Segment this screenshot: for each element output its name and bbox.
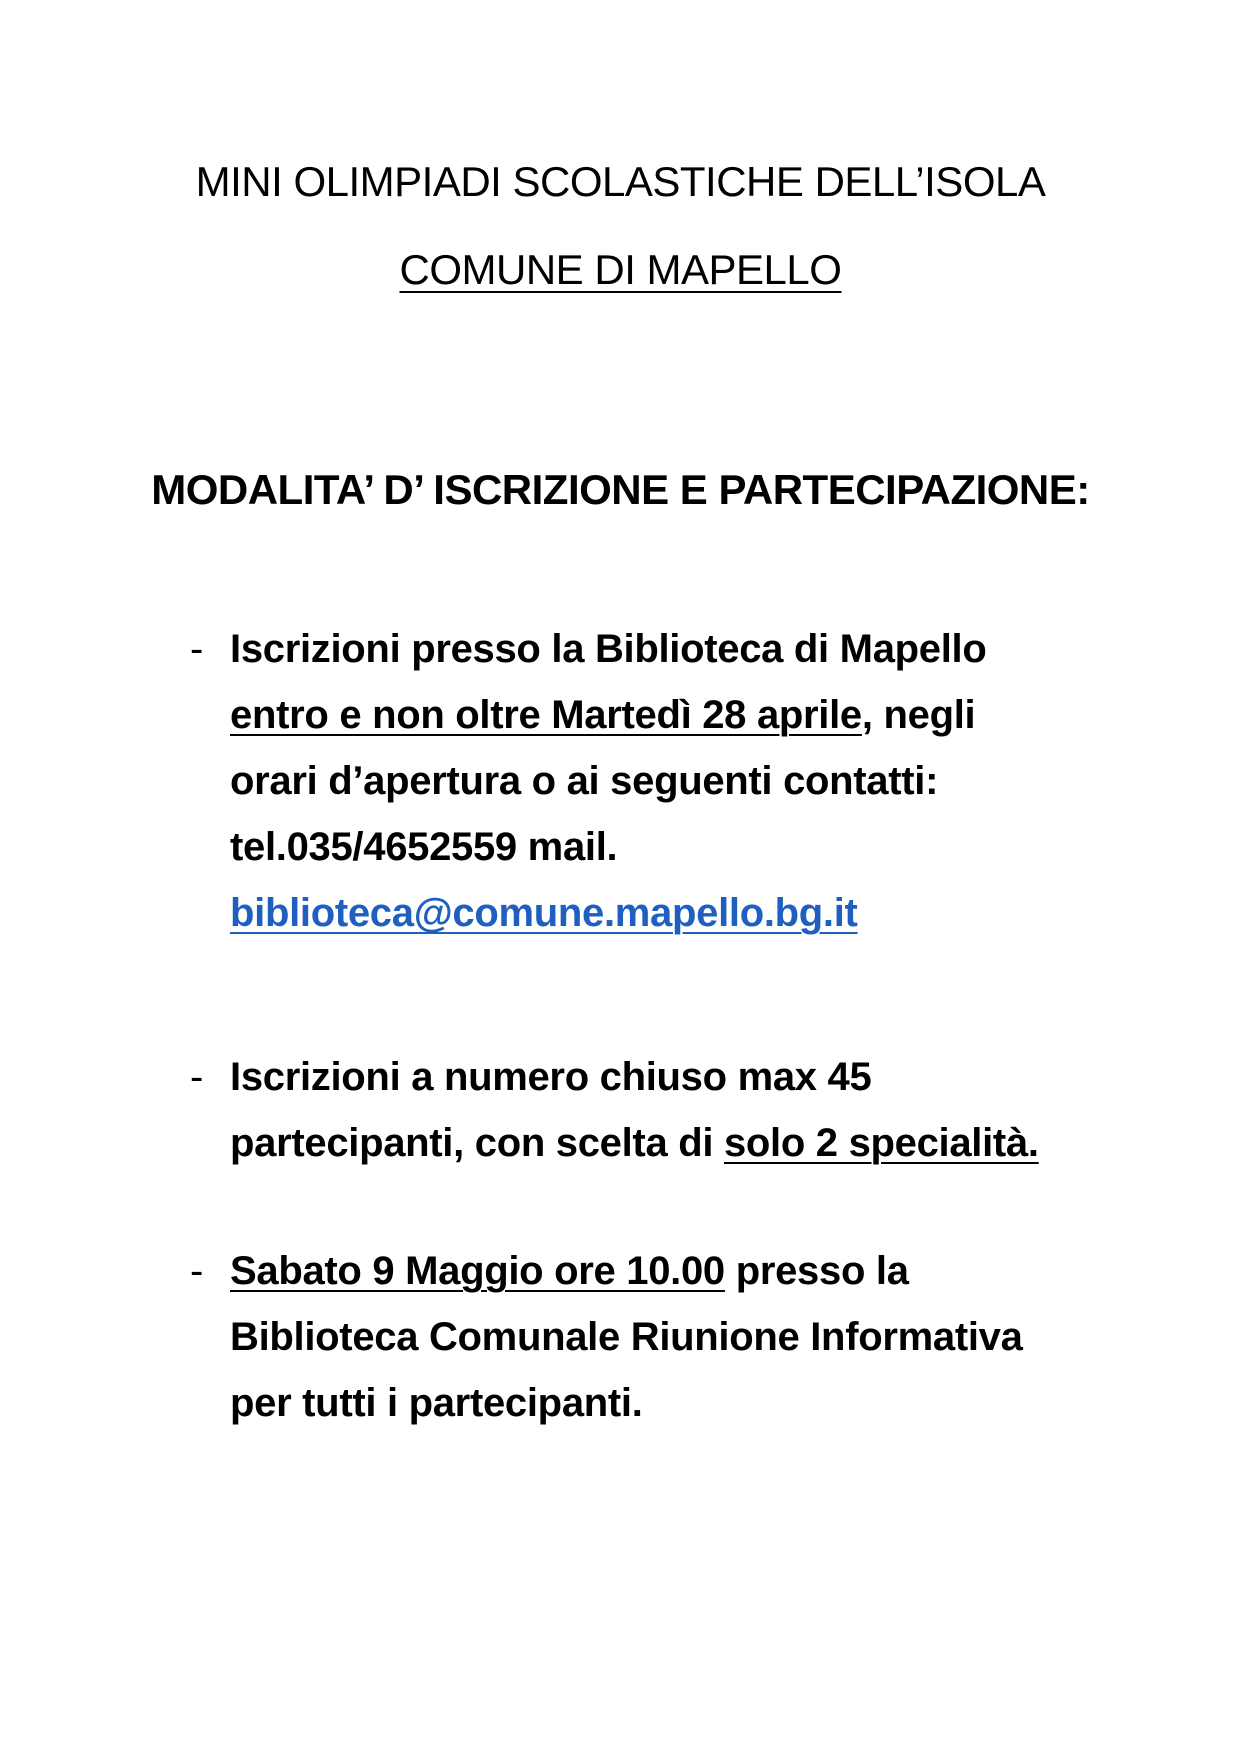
item1-line4: tel.035/4652559 mail.	[230, 825, 618, 869]
item1-line2-rest: , negli	[861, 693, 976, 737]
item3-line2: Biblioteca Comunale Riunione Informativa	[230, 1315, 1023, 1359]
section-heading: MODALITA’ D’ ISCRIZIONE E PARTECIPAZIONE:	[151, 466, 1090, 513]
list-item-meeting	[190, 1238, 1200, 1436]
bullet-dash: -	[190, 1055, 204, 1099]
subtitle-text: COMUNE DI MAPELLO	[399, 246, 842, 293]
bullet-dash: -	[190, 627, 204, 671]
bullet-dash: -	[190, 1249, 204, 1293]
item2-line2-start: partecipanti, con scelta di	[230, 1121, 724, 1165]
deadline-text: entro e non oltre Martedì 28 aprile	[230, 693, 862, 737]
item1-line2	[230, 682, 1200, 748]
subtitle	[0, 246, 1241, 294]
main-title: MINI OLIMPIADI SCOLASTICHE DELL’ISOLA	[195, 158, 1046, 205]
item3-line1	[230, 1238, 1200, 1304]
item2-line2	[230, 1110, 1200, 1176]
list-item-registration	[190, 616, 1200, 946]
item1-line1: Iscrizioni presso la Biblioteca di Mapello	[230, 627, 987, 671]
specialty-limit-text: solo 2 specialità.	[723, 1121, 1039, 1165]
item2-line1: Iscrizioni a numero chiuso max 45	[230, 1055, 872, 1099]
email-link[interactable]: biblioteca@comune.mapello.bg.it	[230, 891, 858, 935]
item1-line3: orari d’apertura o ai seguenti contatti:	[230, 759, 939, 803]
item3-line1-rest: presso la	[724, 1249, 909, 1293]
meeting-date-text: Sabato 9 Maggio ore 10.00	[230, 1249, 725, 1293]
item3-line3: per tutti i partecipanti.	[230, 1381, 643, 1425]
list-item-capacity	[190, 1044, 1200, 1176]
